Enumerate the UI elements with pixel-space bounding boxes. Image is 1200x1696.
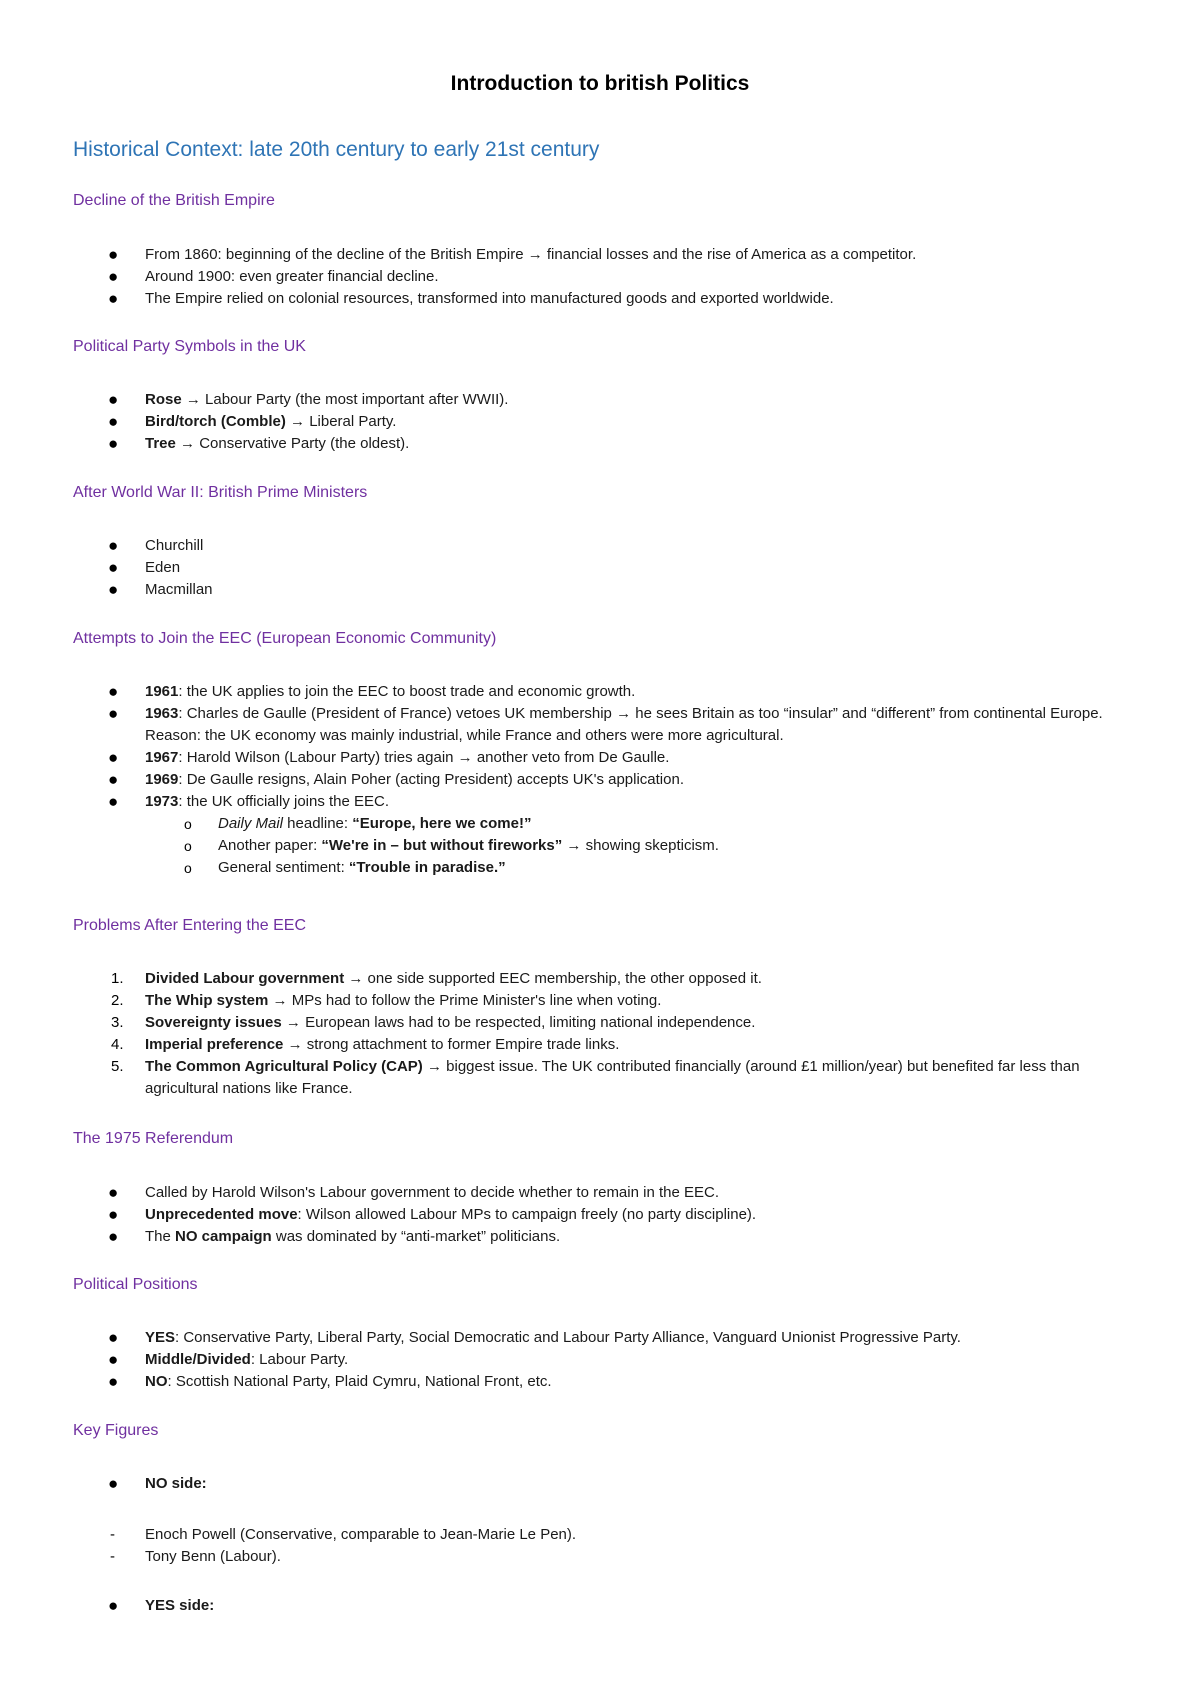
bullet-icon: ● — [108, 1183, 119, 1202]
bullet-icon: ● — [108, 748, 119, 767]
yes-side-list — [0, 1595, 1200, 1617]
sub-list-item: o Another paper: “We're in – but without fireworks” → showing skepticism. — [0, 835, 1135, 857]
list-item: - Enoch Powell (Conservative, comparable to Jean-Marie Le Pen). — [0, 1524, 1135, 1546]
eec-attempts-list — [0, 681, 1200, 879]
no-figures-list — [0, 1524, 1200, 1568]
subheading-problems: Problems After Entering the EEC — [73, 917, 306, 934]
bullet-icon: ● — [108, 390, 119, 409]
list-item: 4. Imperial preference → strong attachment to former Empire trade links. — [111, 1036, 620, 1053]
subheading-decline-empire: Decline of the British Empire — [73, 192, 275, 209]
circle-bullet-icon: o — [184, 816, 192, 832]
list-item: ● YES side: — [108, 1596, 215, 1615]
section-heading-historical-context: Historical Context: late 20th century to early 21st century — [73, 138, 600, 161]
subheading-prime-ministers: After World War II: British Prime Ministers — [73, 484, 368, 501]
list-item: ● The Empire relied on colonial resources, transformed into manufactured goods and exported worldwide. — [108, 289, 834, 308]
list-item: ● 1967: Harold Wilson (Labour Party) tries again → another veto from De Gaulle. — [108, 748, 670, 767]
subheading-political-positions: Political Positions — [73, 1276, 198, 1293]
list-item: ● Rose → Labour Party (the most important after WWII). — [108, 390, 509, 409]
subheading-eec-attempts: Attempts to Join the EEC (European Economic Community) — [73, 630, 497, 647]
list-item: ● From 1860: beginning of the decline of the British Empire → financial losses and the rise of America as a competitor. — [108, 245, 917, 264]
bullet-icon: ● — [108, 792, 119, 811]
list-item: ● 1961: the UK applies to join the EEC to boost trade and economic growth. — [108, 682, 636, 701]
list-item: 3. Sovereignty issues → European laws had to be respected, limiting national independence. — [111, 1014, 756, 1031]
bullet-icon: ● — [108, 267, 119, 286]
bullet-icon: ● — [108, 289, 119, 308]
prime-ministers-list — [0, 535, 1200, 601]
bullet-icon: ● — [108, 1596, 119, 1615]
bullet-icon: ● — [108, 682, 119, 701]
positions-list — [0, 1327, 1200, 1393]
bullet-icon: ● — [108, 434, 119, 453]
subheading-key-figures: Key Figures — [73, 1422, 159, 1439]
list-item: ● Macmillan — [108, 580, 213, 599]
bullet-icon: ● — [108, 245, 119, 264]
bullet-icon: ● — [108, 1227, 119, 1246]
list-item: ● Unprecedented move: Wilson allowed Labour MPs to campaign freely (no party discipline). — [108, 1205, 757, 1224]
bullet-icon: ● — [108, 580, 119, 599]
bullet-icon: ● — [108, 1205, 119, 1224]
party-symbols-list — [0, 389, 1200, 455]
dash-bullet-icon: - — [110, 1548, 115, 1565]
sub-list-item: o Daily Mail headline: “Europe, here we come!” — [0, 813, 1135, 835]
bullet-icon: ● — [108, 704, 119, 723]
bullet-icon: ● — [108, 412, 119, 431]
list-item: ● Called by Harold Wilson's Labour government to decide whether to remain in the EEC. — [108, 1183, 719, 1202]
list-item: ● Around 1900: even greater financial decline. — [108, 267, 439, 286]
bullet-icon: ● — [108, 1328, 119, 1347]
list-item: ● Tree → Conservative Party (the oldest). — [108, 434, 410, 453]
list-item: ● YES: Conservative Party, Liberal Party, Social Democratic and Labour Party Alliance, Vanguard Unionist Progressive Party. — [108, 1328, 961, 1347]
list-item: ● The NO campaign was dominated by “anti-market” politicians. — [108, 1227, 561, 1246]
list-item: ● 1963: Charles de Gaulle (President of France) vetoes UK membership → he sees Britain as too “insular” and “different” from continental Europe. Reason: the UK economy was mainly industrial, while France and others were more agricultural. — [108, 704, 1103, 744]
list-item: ● Eden — [108, 558, 181, 577]
bullet-icon: ● — [108, 1474, 119, 1493]
bullet-icon: ● — [108, 558, 119, 577]
list-item: 5. The Common Agricultural Policy (CAP) → biggest issue. The UK contributed financially (around £1 million/year) but benefited far less than agricultural nations like France. — [111, 1058, 1080, 1097]
list-item: ● 1969: De Gaulle resigns, Alain Poher (acting President) accepts UK's application. — [108, 770, 684, 789]
list-item: ● Middle/Divided: Labour Party. — [108, 1350, 349, 1369]
referendum-list — [0, 1182, 1200, 1248]
bullet-icon: ● — [108, 1372, 119, 1391]
no-side-list — [0, 1473, 1200, 1495]
list-item: ● Churchill — [108, 536, 204, 555]
list-item: ● NO side: — [108, 1474, 207, 1493]
circle-bullet-icon: o — [184, 860, 192, 876]
list-item: 2. The Whip system → MPs had to follow the Prime Minister's line when voting. — [111, 992, 662, 1009]
list-item: ● Bird/torch (Comble) → Liberal Party. — [108, 412, 397, 431]
subheading-referendum: The 1975 Referendum — [73, 1130, 234, 1147]
bullet-icon: ● — [108, 536, 119, 555]
problems-list — [0, 968, 1200, 1100]
list-item: - Tony Benn (Labour). — [0, 1546, 1135, 1568]
sub-list-item: o General sentiment: “Trouble in paradise.” — [0, 857, 1135, 879]
list-item: ● NO: Scottish National Party, Plaid Cymru, National Front, etc. — [108, 1372, 552, 1391]
list-item: 1. Divided Labour government → one side supported EEC membership, the other opposed it. — [111, 970, 762, 987]
bullet-icon: ● — [108, 1350, 119, 1369]
subheading-party-symbols: Political Party Symbols in the UK — [73, 338, 306, 355]
list-item: ● 1973: the UK officially joins the EEC. — [108, 792, 390, 811]
decline-list — [0, 244, 1200, 310]
dash-bullet-icon: - — [110, 1526, 115, 1543]
bullet-icon: ● — [108, 770, 119, 789]
circle-bullet-icon: o — [184, 838, 192, 854]
document-title: Introduction to british Politics — [450, 72, 750, 95]
